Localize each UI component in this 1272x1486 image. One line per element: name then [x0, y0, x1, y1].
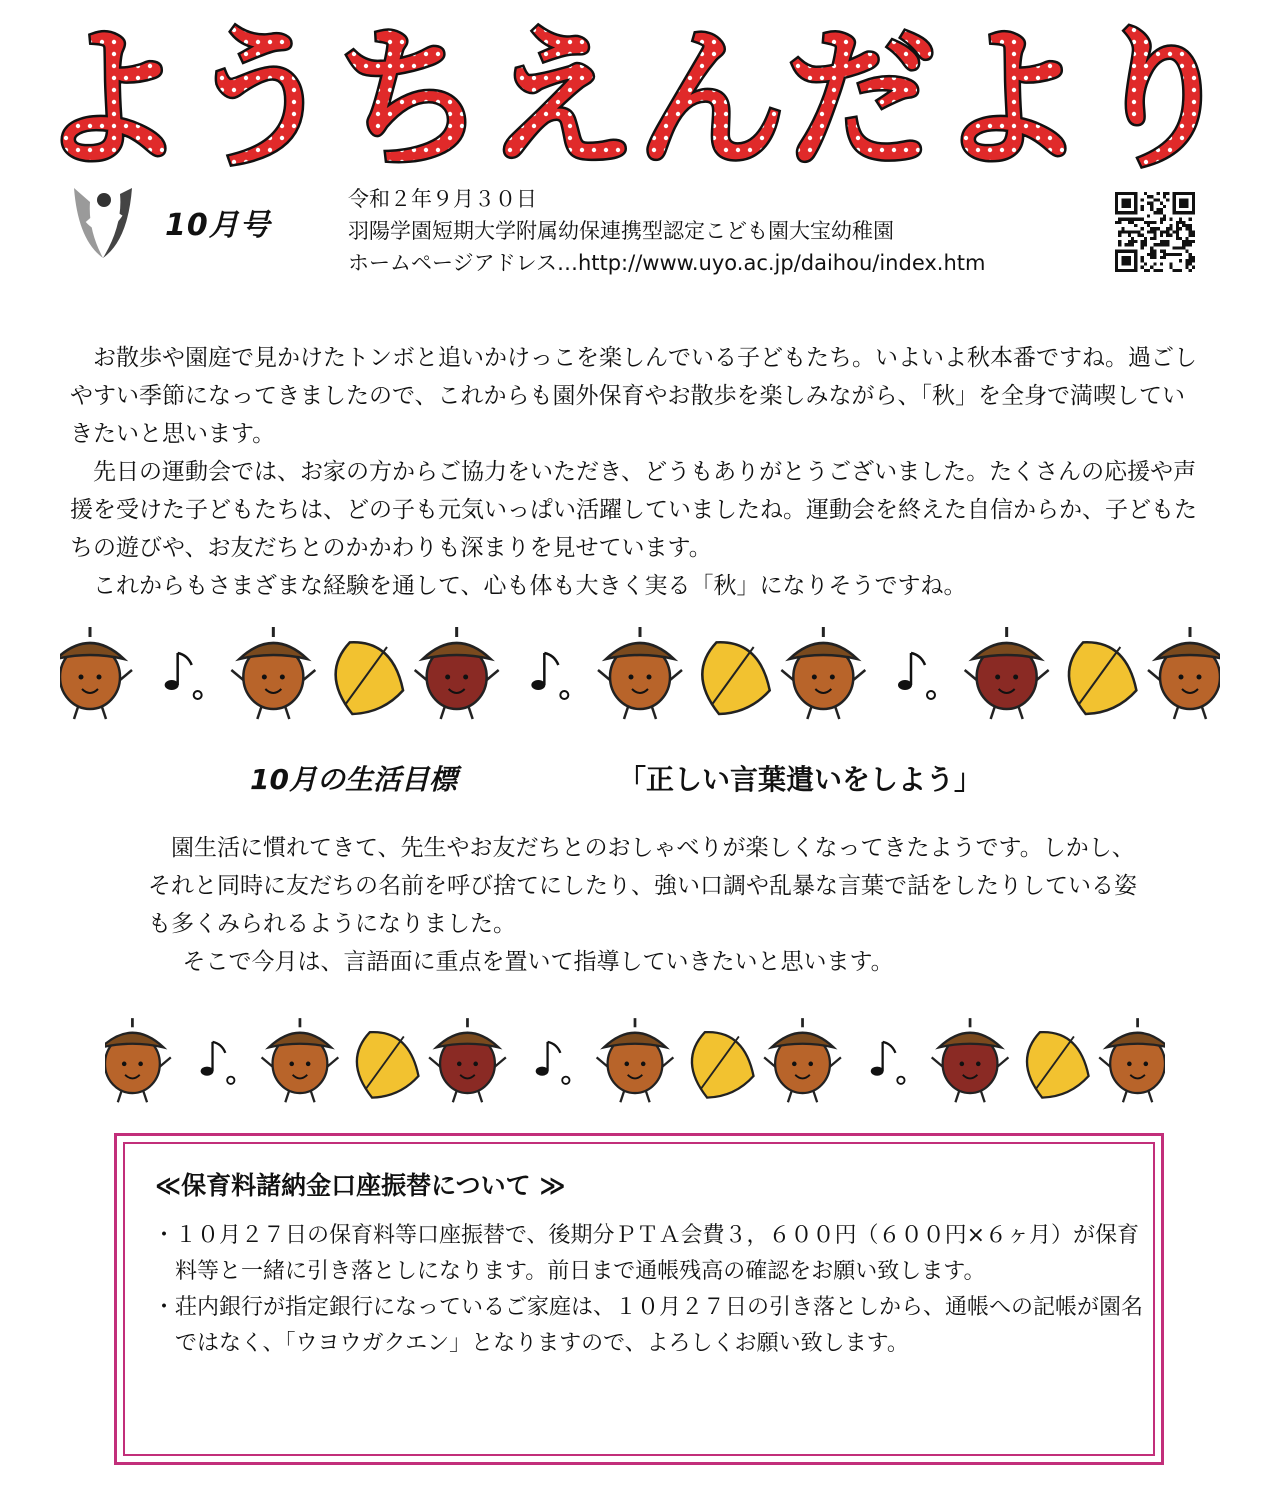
notice-item-2: [153, 1290, 1143, 1362]
intro-text: [70, 339, 1205, 605]
notice-item-text: １０月２７日の保育料等口座振替で、後期分ＰＴＡ会費３，６００円（６００円×６ヶ月）が保育料等と一緒に引き落としになります。前日まで通帳残高の確認をお願い致します。: [175, 1223, 1139, 1284]
acorn-icon: [1148, 627, 1220, 719]
leaf-icon: [344, 1020, 423, 1103]
bullet: ・: [153, 1223, 176, 1248]
music-note-icon: [165, 653, 202, 699]
goal-paragraph-1: 園生活に慣れてきて、先生やお友だちとのおしゃべりが楽しくなってきたようです。しかし、それと同時に友だちの名前を呼び捨てにしたり、強い口調や乱暴な言葉で話をしたりしている姿も多くみられるようになりました。: [148, 835, 1137, 937]
issue-date: 令和２年９月３０日: [348, 187, 537, 211]
intro-paragraph-1: お散歩や園庭で見かけたトンボと追いかけっこを楽しんでいる子どもたち。いよいよ秋本番ですね。過ごしやすい季節になってきましたので、これからも園外保育やお散歩を楽しみながら、「秋」を全身で満喫していきたいと思います。: [70, 345, 1197, 447]
acorn-icon: [429, 1018, 506, 1102]
newsletter-title: [0, 0, 1272, 180]
acorn-icon: [1099, 1018, 1165, 1102]
leaf-icon: [1055, 629, 1141, 720]
bullet: ・: [153, 1295, 176, 1320]
monthly-goal-label: 10月の生活目標: [250, 763, 457, 796]
leaf-icon: [689, 629, 775, 720]
homepage-address[interactable]: ホームページアドレス…http://www.uyo.ac.jp/daihou/index.htm: [348, 251, 986, 275]
music-note-icon: [536, 1042, 570, 1084]
acorn-leaf-decoration-row-1: [60, 625, 1220, 725]
intro-paragraph-2: 先日の運動会では、お家の方からご協力をいただき、どうもありがとうございました。たくさんの応援や声援を受けた子どもたちは、どの子も元気いっぱい活躍していましたね。運動会を終えた自信からか、子どもたちの遊びや、お友だちとのかかわりも深まりを見せています。: [70, 459, 1197, 561]
acorn-leaf-decoration-row-2: [105, 1012, 1165, 1112]
music-note-icon: [531, 653, 568, 699]
acorn-icon: [262, 1018, 339, 1102]
music-note-icon: [871, 1042, 905, 1084]
notice-item-text: 荘内銀行が指定銀行になっているご家庭は、１０月２７日の引き落としから、通帳への記帳が園名ではなく、「ウヨウガクエン」となりますので、よろしくお願い致します。: [175, 1295, 1144, 1356]
leaf-icon: [322, 629, 408, 720]
notice-box: [114, 1133, 1164, 1465]
goal-paragraph-2: そこで今月は、言語面に重点を置いて指導していきたいと思います。: [182, 949, 894, 975]
leaf-icon: [679, 1020, 758, 1103]
acorn-icon: [764, 1018, 841, 1102]
school-name: 羽陽学園短期大学附属幼保連携型認定こども園大宝幼稚園: [348, 219, 894, 243]
leaf-icon: [1014, 1020, 1093, 1103]
school-logo: [68, 180, 138, 260]
acorn-icon: [965, 627, 1049, 719]
acorn-icon: [105, 1018, 171, 1102]
notice-item-1: [153, 1218, 1143, 1290]
acorn-icon: [415, 627, 499, 719]
qr-code[interactable]: [1115, 192, 1195, 272]
intro-paragraph-3: これからもさまざまな経験を通して、心も体も大きく実る「秋」になりそうですね。: [93, 573, 967, 599]
music-note-icon: [898, 653, 935, 699]
notice-list: [153, 1218, 1143, 1362]
header-info: [348, 183, 985, 279]
issue-label: 10月号: [165, 208, 271, 243]
acorn-icon: [231, 627, 315, 719]
acorn-icon: [781, 627, 865, 719]
acorn-icon: [598, 627, 682, 719]
goal-body: [148, 829, 1148, 981]
notice-inner-border: [123, 1142, 1155, 1456]
music-note-icon: [201, 1042, 235, 1084]
notice-title: ≪保育料諸納金口座振替について ≫: [155, 1171, 566, 1200]
acorn-icon: [60, 627, 132, 719]
acorn-icon: [597, 1018, 674, 1102]
monthly-goal-value: 「正しい言葉遣いをしよう」: [618, 763, 983, 796]
title-text: ようちえんだより: [36, 11, 1236, 180]
acorn-icon: [932, 1018, 1009, 1102]
